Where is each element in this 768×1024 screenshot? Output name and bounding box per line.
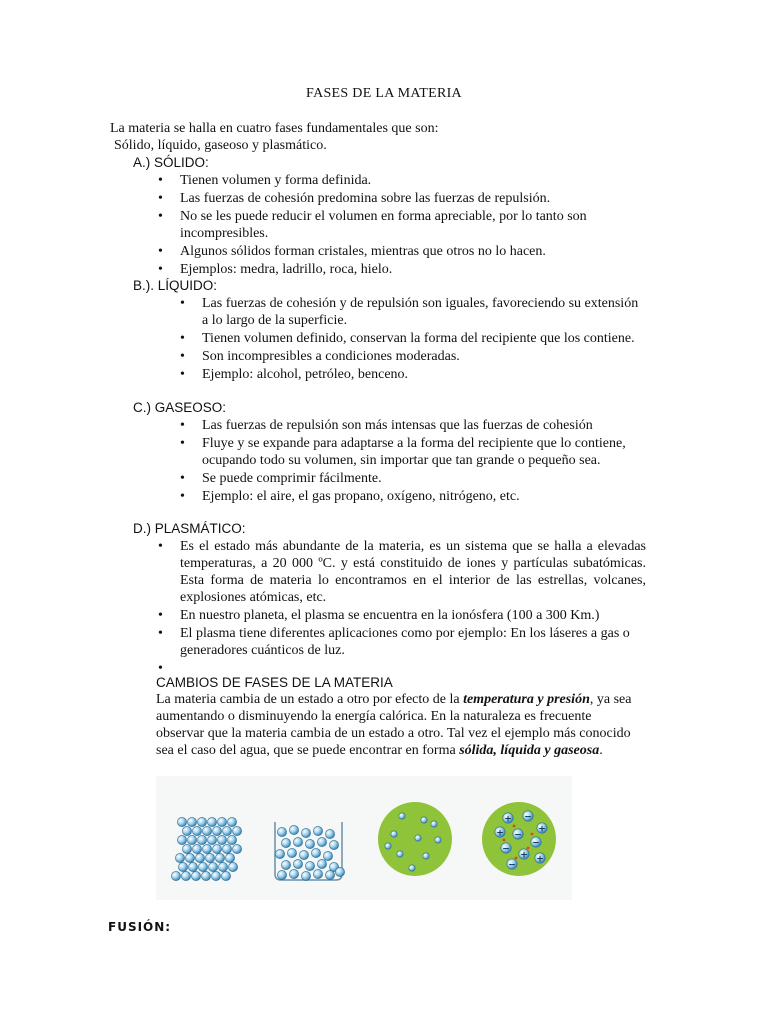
liquid-particle: [275, 849, 284, 858]
liquid-particle: [317, 837, 326, 846]
plasma-charge-label: −: [514, 830, 522, 841]
list-item: • Son incompresibles a condiciones moderadas.: [202, 348, 642, 365]
plasma-electron: [531, 833, 534, 836]
list-item: • Ejemplo: el aire, el gas propano, oxígeno, nitrógeno, etc.: [202, 488, 646, 505]
list-item: • No se les puede reducir el volumen en forma apreciable, por lo tanto son incompresibles.: [180, 208, 640, 242]
liquid-particle: [313, 869, 322, 878]
gas-particle: [421, 817, 427, 823]
cambios-text-end: .: [599, 743, 603, 758]
page-title: FASES DE LA MATERIA: [306, 86, 462, 101]
gas-particle: [397, 851, 403, 857]
liquid-particle: [335, 867, 344, 876]
solid-particle: [197, 835, 206, 844]
solid-particle: [225, 853, 234, 862]
solid-particle: [212, 844, 221, 853]
plasma-electron: [527, 847, 530, 850]
solid-particles-icon: [171, 817, 241, 880]
plasma-electron: [515, 857, 518, 860]
solid-particle: [195, 853, 204, 862]
solid-particle: [198, 862, 207, 871]
plasma-electron: [503, 839, 506, 842]
intro-line-2: Sólido, líquido, gaseoso y plasmático.: [114, 138, 327, 153]
states-illustration: [156, 776, 572, 900]
liquid-particles-icon: [275, 825, 344, 880]
solid-particle: [178, 862, 187, 871]
list-item: • Algunos sólidos forman cristales, mientras que otros no lo hacen.: [180, 243, 640, 260]
plasma-charge-label: +: [536, 854, 544, 865]
solid-particle: [221, 871, 230, 880]
solid-particle: [232, 844, 241, 853]
solid-particle: [227, 817, 236, 826]
solid-particle: [177, 835, 186, 844]
liquid-particle: [325, 870, 334, 879]
plasma-charge-label: +: [520, 850, 528, 861]
solid-particle: [197, 817, 206, 826]
liquid-particle: [287, 848, 296, 857]
plasmatico-list: [180, 538, 646, 678]
solid-particle: [202, 844, 211, 853]
list-item: • Tienen volumen definido, conservan la forma del recipiente que los contiene.: [202, 330, 642, 347]
list-item: • Las fuerzas de repulsión son más intensas que las fuerzas de cohesión: [202, 417, 646, 434]
gas-particle: [415, 835, 421, 841]
liquid-particle: [301, 828, 310, 837]
solid-particle: [192, 826, 201, 835]
solid-particle: [191, 871, 200, 880]
solid-particle: [175, 853, 184, 862]
list-item: • Las fuerzas de cohesión y de repulsión son iguales, favoreciendo su extensión a lo largo de la superficie.: [202, 295, 642, 329]
plasma-charge-label: −: [532, 838, 540, 849]
solid-particle: [188, 862, 197, 871]
plasma-charge-label: −: [502, 844, 510, 855]
liquid-particle: [289, 825, 298, 834]
solid-particle: [182, 844, 191, 853]
gas-particle: [431, 821, 437, 827]
liquid-particle: [317, 859, 326, 868]
cambios-paragraph: [156, 691, 636, 759]
solid-particle: [192, 844, 201, 853]
liquid-particle: [281, 860, 290, 869]
section-liquido-heading: B.). LÍQUIDO:: [133, 278, 218, 293]
solid-particle: [218, 862, 227, 871]
solid-particle: [205, 853, 214, 862]
liquid-particle: [311, 848, 320, 857]
section-plasmatico-heading: D.) PLASMÁTICO:: [133, 521, 246, 536]
list-item: • Es el estado más abundante de la materia, es un sistema que se halla a elevadas temperaturas, a 20 000 ºC. y está constituido de iones y partículas subatómicas. Esta forma de materia lo encontramos en el interior de las estrellas, volcanes, explosiones atómicas, etc.: [180, 538, 646, 606]
solido-list: [180, 172, 640, 279]
liquid-particle: [281, 838, 290, 847]
solid-particle: [182, 826, 191, 835]
gas-particle: [391, 831, 397, 837]
solid-particle: [171, 871, 180, 880]
gas-particle: [409, 865, 415, 871]
plasma-electron: [513, 825, 516, 828]
solid-particle: [207, 817, 216, 826]
fusion-heading: FUSIÓN:: [108, 920, 172, 934]
plasma-charge-label: +: [504, 814, 512, 825]
plasma-charge-label: −: [508, 860, 516, 871]
cambios-text-mid: , ya sea aumentando o disminuyendo la energía calórica. En la naturaleza es frecuente observar que la materia cambia de un estado a otro. Tal vez el ejemplo más conocido sea el caso del agua, que se puede encontrar en forma: [156, 692, 632, 758]
cambios-text-pre: La materia cambia de un estado a otro por efecto de la: [156, 692, 464, 707]
liquid-particle: [293, 859, 302, 868]
plasma-charge-label: −: [524, 812, 532, 823]
solid-particle: [228, 862, 237, 871]
liquid-particle: [299, 850, 308, 859]
list-item: • Se puede comprimir fácilmente.: [202, 470, 646, 487]
liquido-list: [202, 295, 642, 384]
intro-line-1: La materia se halla en cuatro fases fundamentales que son:: [110, 121, 439, 136]
liquid-particle: [277, 870, 286, 879]
liquid-particle: [325, 829, 334, 838]
liquid-particle: [305, 861, 314, 870]
liquid-particle: [323, 851, 332, 860]
solid-particle: [215, 853, 224, 862]
list-item: • Fluye y se expande para adaptarse a la forma del recipiente que lo contiene, ocupando todo su volumen, sin importar que tan grande o pequeño sea.: [202, 435, 646, 469]
solid-particle: [187, 835, 196, 844]
gas-particle: [399, 813, 405, 819]
solid-particle: [217, 817, 226, 826]
liquid-particle: [277, 827, 286, 836]
gaseoso-list: [202, 417, 646, 506]
section-gaseoso-heading: C.) GASEOSO:: [133, 400, 227, 415]
list-item: • Tienen volumen y forma definida.: [180, 172, 640, 189]
gas-particle: [385, 843, 391, 849]
liquid-particle: [305, 839, 314, 848]
list-item: • En nuestro planeta, el plasma se encuentra en la ionósfera (100 a 300 Km.): [180, 607, 646, 624]
solid-particle: [222, 826, 231, 835]
solid-particle: [181, 871, 190, 880]
liquid-particle: [329, 840, 338, 849]
solid-particle: [211, 871, 220, 880]
solid-particle: [187, 817, 196, 826]
solid-particle: [217, 835, 226, 844]
solid-particle: [232, 826, 241, 835]
liquid-particle: [289, 869, 298, 878]
liquid-particle: [313, 826, 322, 835]
solid-particle: [177, 817, 186, 826]
cambios-emphasis-estados: sólida, líquida y gaseosa: [459, 743, 600, 758]
list-item: • Ejemplos: medra, ladrillo, roca, hielo.: [180, 261, 640, 278]
plasma-charge-label: +: [538, 824, 546, 835]
solid-particle: [207, 835, 216, 844]
solid-particle: [227, 835, 236, 844]
list-item: • Ejemplo: alcohol, petróleo, benceno.: [202, 366, 642, 383]
states-of-matter-figure: [156, 776, 572, 900]
section-solido-heading: A.) SÓLIDO:: [133, 155, 209, 170]
gas-particle: [435, 837, 441, 843]
solid-particle: [185, 853, 194, 862]
gas-particle: [423, 853, 429, 859]
list-item: • El plasma tiene diferentes aplicaciones como por ejemplo: En los láseres a gas o generadores cuánticos de luz.: [180, 625, 646, 659]
cambios-emphasis-temperatura: temperatura y presión: [463, 692, 590, 707]
section-cambios-heading: CAMBIOS DE FASES DE LA MATERIA: [156, 675, 393, 690]
solid-particle: [222, 844, 231, 853]
solid-particle: [208, 862, 217, 871]
plasma-charge-label: +: [496, 828, 504, 839]
solid-particle: [212, 826, 221, 835]
list-item: • Las fuerzas de cohesión predomina sobre las fuerzas de repulsión.: [180, 190, 640, 207]
solid-particle: [201, 871, 210, 880]
liquid-particle: [301, 871, 310, 880]
solid-particle: [202, 826, 211, 835]
liquid-particle: [293, 837, 302, 846]
